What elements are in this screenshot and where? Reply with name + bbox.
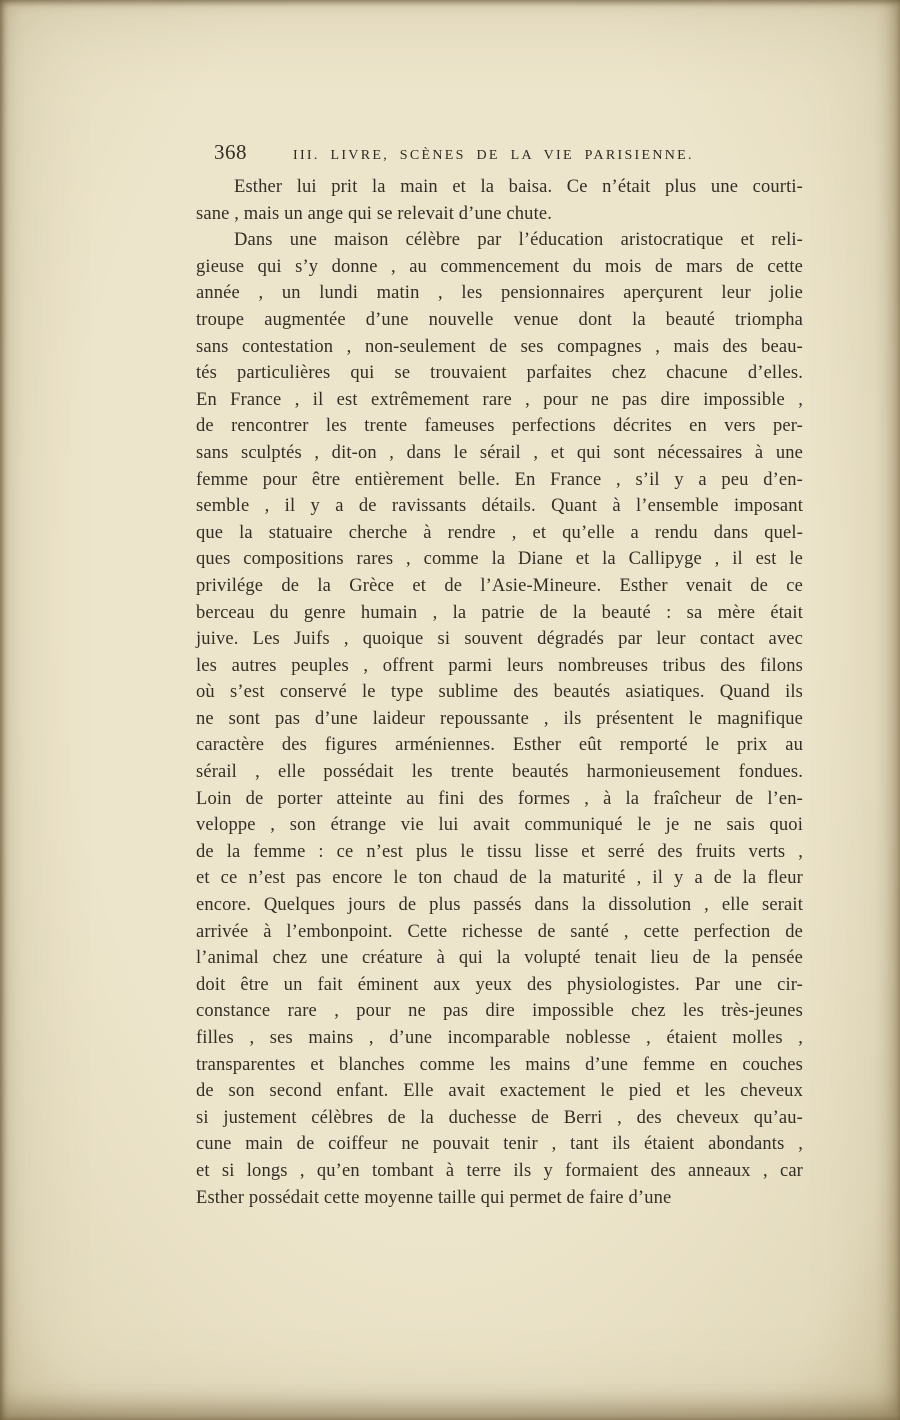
text-line: si justement célèbres de la duchesse de Berri , des cheveux qu’au- [196,1107,803,1128]
text-line: juive. Les Juifs , quoique si souvent dégradés par leur contact avec [196,629,803,650]
text-line: l’animal chez une créature à qui la volupté tenait lieu de la pensée [196,948,803,969]
running-title: III. LIVRE, SCÈNES DE LA VIE PARISIENNE. [293,148,694,163]
text-line: encore. Quelques jours de plus passés dans la dissolution , elle serait [196,895,803,916]
text-line: année , un lundi matin , les pensionnaires aperçurent leur jolie [196,283,803,304]
text-line: ne sont pas d’une laideur repoussante , ils présentent le magnifique [196,708,803,729]
text-line: sane , mais un ange qui se relevait d’une chute. [196,203,553,224]
text-line: sans contestation , non-seulement de ses compagnes , mais des beau- [196,336,803,357]
text-line: sans sculptés , dit-on , dans le sérail , et qui sont nécessaires à une [196,442,803,463]
page-text [196,174,803,1211]
text-line: Esther possédait cette moyenne taille qui permet de faire d’une [196,1187,672,1208]
text-line: berceau du genre humain , la patrie de la beauté : sa mère était [196,602,803,623]
text-line: que la statuaire cherche à rendre , et qu’elle a rendu dans quel- [196,522,803,543]
text-column [196,140,803,1211]
text-line: tés particulières qui se trouvaient parfaites chez chacune d’elles. [196,363,803,384]
text-line: doit être un fait éminent aux yeux des physiologistes. Par une cir- [196,974,803,995]
text-line: les autres peuples , offrent parmi leurs nombreuses tribus des filons [196,655,803,676]
text-line: constance rare , pour ne pas dire impossible chez les très-jeunes [196,1001,803,1022]
text-line: de son second enfant. Elle avait exactement le pied et les cheveux [196,1081,803,1102]
text-line: En France , il est extrêmement rare , pour ne pas dire impossible , [196,389,803,410]
text-line: sérail , elle possédait les trente beautés harmonieusement fondues. [196,762,803,783]
text-line: Dans une maison célèbre par l’éducation aristocratique et reli- [234,230,803,251]
text-line: où s’est conservé le type sublime des beautés asiatiques. Quand ils [196,682,803,703]
text-line: semble , il y a de ravissants détails. Quant à l’ensemble imposant [196,496,803,517]
text-line: gieuse qui s’y donne , au commencement du mois de mars de cette [196,256,803,277]
paragraph [196,227,803,1211]
text-line: de la femme : ce n’est plus le tissu lisse et serré des fruits verts , [196,841,803,862]
text-line: caractère des figures arméniennes. Esther eût remporté le prix au [196,735,803,756]
text-line: veloppe , son étrange vie lui avait communiqué le je ne sais quoi [196,815,803,836]
text-line: et ce n’est pas encore le ton chaud de la maturité , il y a de la fleur [196,868,803,889]
text-line: Esther lui prit la main et la baisa. Ce n’était plus une courti- [234,177,803,197]
text-line: et si longs , qu’en tombant à terre ils y formaient des anneaux , car [196,1160,803,1181]
page-number: 368 [214,140,247,164]
text-line: transparentes et blanches comme les mains d’une femme en couches [196,1054,803,1075]
paragraph [196,174,803,227]
text-line: arrivée à l’embonpoint. Cette richesse de santé , cette perfection de [196,921,803,942]
text-line: filles , ses mains , d’une incomparable noblesse , étaient molles , [196,1028,803,1048]
text-line: privilége de la Grèce et de l’Asie-Mineure. Esther venait de ce [196,575,803,596]
text-line: cune main de coiffeur ne pouvait tenir , tant ils étaient abondants , [196,1134,803,1155]
text-line: troupe augmentée d’une nouvelle venue dont la beauté triompha [196,309,803,330]
page-header [214,140,803,165]
text-line: Loin de porter atteinte au fini des formes , à la fraîcheur de l’en- [196,788,803,809]
text-line: femme pour être entièrement belle. En France , s’il y a peu d’en- [196,469,803,490]
text-line: ques compositions rares , comme la Diane et la Callipyge , il est le [196,549,803,570]
text-line: de rencontrer les trente fameuses perfections décrites en vers per- [196,416,803,437]
